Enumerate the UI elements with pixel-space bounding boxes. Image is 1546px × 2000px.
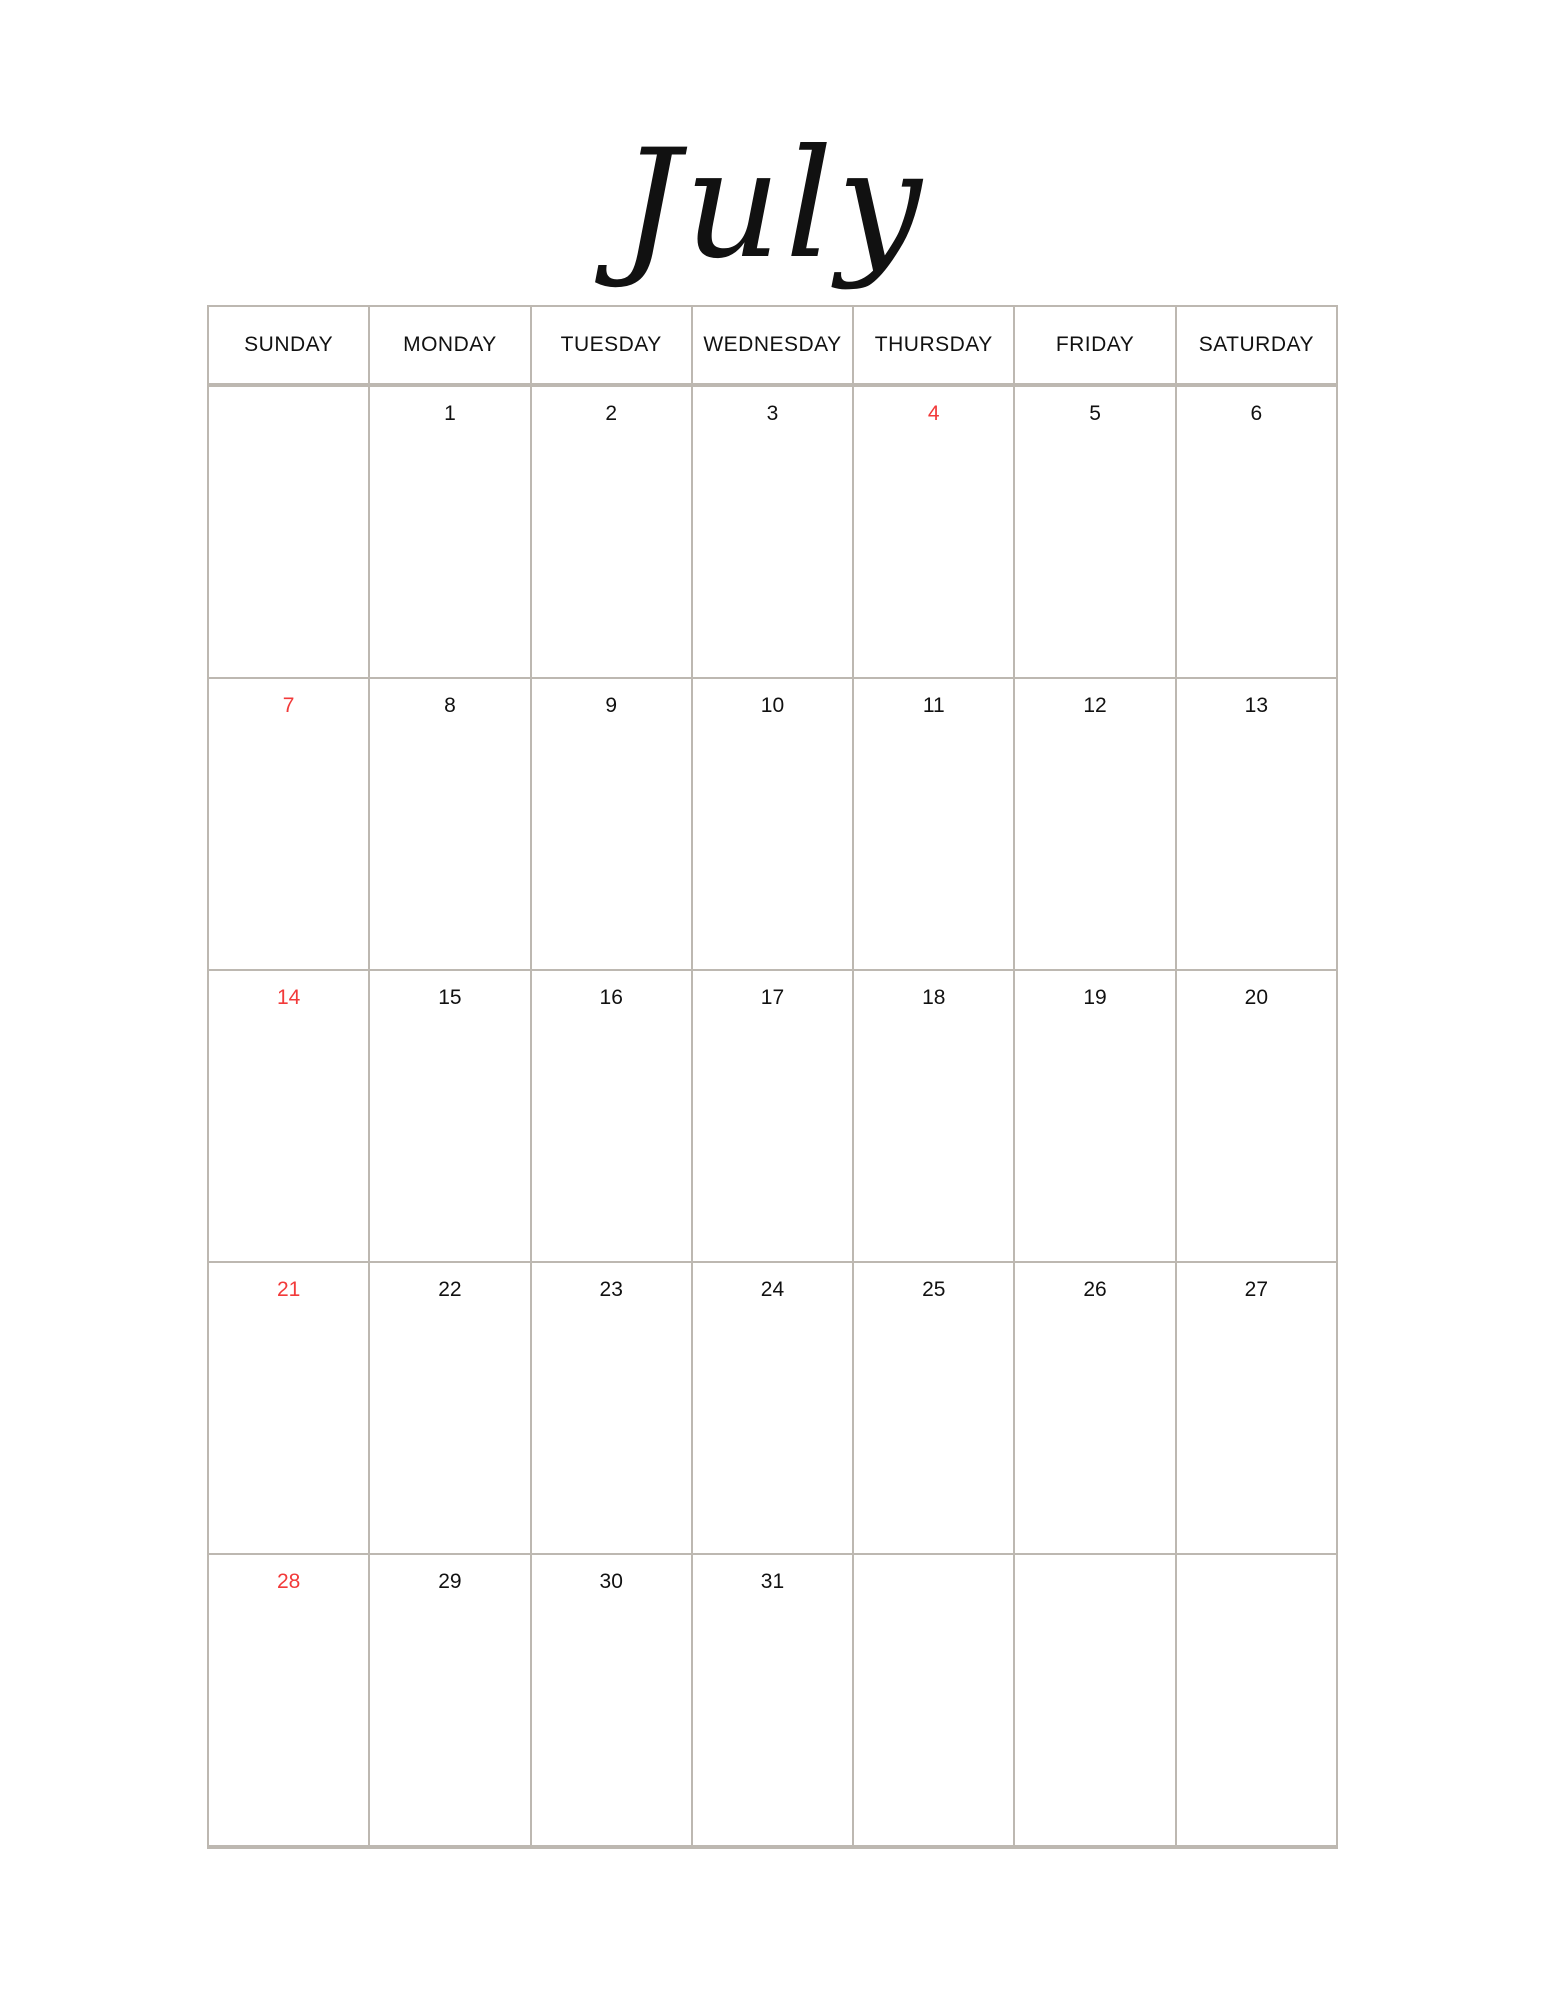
day-number: 6	[1250, 402, 1263, 425]
day-number: 9	[605, 694, 618, 717]
day-number: 10	[760, 694, 785, 717]
day-cell	[1176, 385, 1337, 678]
day-cell	[853, 385, 1014, 678]
weekday-header-thursday: THURSDAY	[853, 306, 1014, 385]
day-number: 31	[760, 1570, 785, 1593]
week-row	[208, 385, 1337, 678]
day-cell	[208, 1262, 369, 1554]
day-number: 3	[766, 402, 779, 425]
day-number: 27	[1244, 1278, 1269, 1301]
day-number: 22	[438, 1278, 462, 1301]
day-number: 19	[1083, 986, 1107, 1009]
day-cell	[208, 970, 369, 1262]
day-number: 4	[927, 402, 940, 425]
day-cell	[692, 1262, 853, 1554]
weekday-header-tuesday: TUESDAY	[531, 306, 692, 385]
day-cell	[208, 678, 369, 970]
day-number: 16	[599, 986, 623, 1009]
day-number: 1	[444, 402, 456, 425]
day-number: 7	[282, 694, 295, 717]
day-cell	[1176, 1262, 1337, 1554]
day-cell	[531, 1554, 692, 1847]
weekday-header-row	[208, 306, 1337, 385]
day-cell	[369, 385, 530, 678]
day-number: 12	[1083, 694, 1107, 717]
day-number: 2	[605, 402, 618, 425]
day-cell	[531, 1262, 692, 1554]
day-number: 29	[438, 1570, 462, 1593]
day-cell	[692, 970, 853, 1262]
day-cell	[853, 678, 1014, 970]
day-cell	[1014, 1554, 1175, 1847]
day-cell	[692, 678, 853, 970]
day-number: 24	[760, 1278, 785, 1301]
day-number: 11	[922, 694, 945, 717]
weekday-header-sunday: SUNDAY	[208, 306, 369, 385]
weekday-header-friday: FRIDAY	[1014, 306, 1175, 385]
day-cell	[1176, 1554, 1337, 1847]
day-cell	[369, 678, 530, 970]
day-cell	[692, 1554, 853, 1847]
day-cell	[692, 385, 853, 678]
weekday-header-wednesday: WEDNESDAY	[692, 306, 853, 385]
day-number: 21	[276, 1278, 301, 1301]
day-number: 23	[599, 1278, 623, 1301]
day-cell	[1014, 385, 1175, 678]
week-row	[208, 1554, 1337, 1847]
day-cell	[531, 385, 692, 678]
day-cell	[853, 970, 1014, 1262]
day-cell	[208, 385, 369, 678]
week-row	[208, 1262, 1337, 1554]
weekday-header-saturday: SATURDAY	[1176, 306, 1337, 385]
day-number: 25	[922, 1278, 946, 1301]
day-number: 18	[922, 986, 946, 1009]
week-row	[208, 970, 1337, 1262]
day-number: 14	[276, 986, 301, 1009]
day-cell	[531, 678, 692, 970]
day-cell	[369, 1554, 530, 1847]
day-number: 15	[438, 986, 462, 1009]
day-cell	[853, 1262, 1014, 1554]
day-cell	[369, 1262, 530, 1554]
day-cell	[1176, 678, 1337, 970]
day-cell	[853, 1554, 1014, 1847]
day-cell	[531, 970, 692, 1262]
calendar-grid	[207, 305, 1338, 1849]
month-title: July	[620, 118, 926, 292]
day-cell	[1014, 970, 1175, 1262]
day-number: 8	[444, 694, 456, 717]
day-number: 17	[760, 986, 785, 1009]
day-number: 26	[1083, 1278, 1107, 1301]
day-number: 13	[1244, 694, 1269, 717]
day-number: 30	[599, 1570, 623, 1593]
day-number: 5	[1089, 402, 1101, 425]
day-cell	[369, 970, 530, 1262]
day-number: 20	[1244, 986, 1269, 1009]
day-cell	[1176, 970, 1337, 1262]
weekday-header-monday: MONDAY	[369, 306, 530, 385]
day-cell	[208, 1554, 369, 1847]
day-cell	[1014, 678, 1175, 970]
week-row	[208, 678, 1337, 970]
day-cell	[1014, 1262, 1175, 1554]
day-number: 28	[276, 1570, 301, 1593]
